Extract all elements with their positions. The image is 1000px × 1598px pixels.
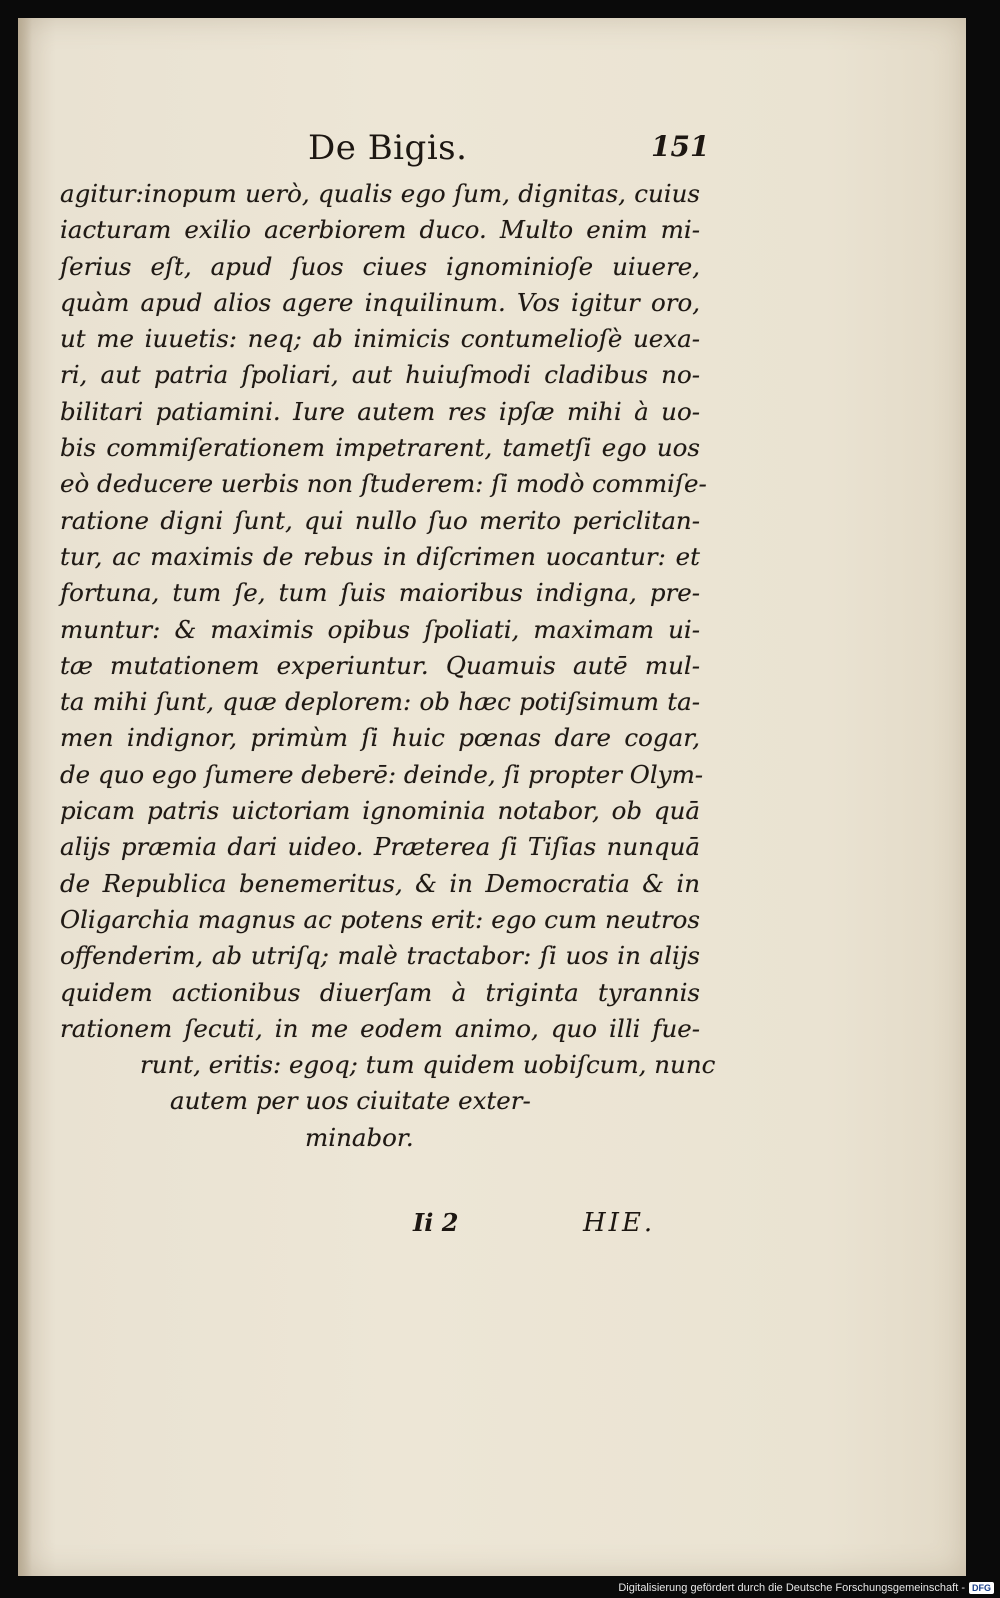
- text-line: ut me iuuetis: neq; ab inimicis contumelioſè uexa-: [60, 324, 700, 354]
- text-line: de quo ego ſumere deberē: deinde, ſi propter Olym-: [60, 759, 704, 789]
- text-line: ri, aut patria ſpoliari, aut huiuſmodi cladibus no-: [60, 360, 700, 390]
- text-line: agitur:inopum uerò, qualis ego ſum, dignitas, cuius: [60, 179, 700, 208]
- page-number: 151: [651, 130, 710, 163]
- signature-mark: Ii 2: [413, 1208, 459, 1237]
- text-line: aliјs præmia dari uideo. Præterea ſi Tiſias nunquā: [60, 832, 700, 862]
- text-line: picam patris uictoriam ignominia notabor, ob quā: [60, 796, 700, 826]
- text-line: iacturam exilio acerbiorem duco. Multo enim mi-: [60, 215, 700, 245]
- text-line: muntur: & maximis opibus ſpoliati, maximam ui-: [60, 614, 700, 644]
- text-line: bis commiſerationem impetrarent, tametſi ego uos: [60, 433, 700, 463]
- text-line: men indignor, primùm ſi huic pœnas dare cogar,: [60, 723, 700, 753]
- text-line: runt, eritis: egoq; tum quidem uobiſcum, nunc: [140, 1050, 716, 1080]
- text-line: autem per uos ciuitate exter-: [170, 1086, 531, 1116]
- running-header: De Bigis.: [308, 128, 468, 168]
- text-line: ſerius eſt, apud ſuos ciues ignominioſe uiuere,: [60, 251, 700, 281]
- text-line: minabor.: [305, 1122, 414, 1152]
- text-line: offenderim, ab utriſq; malè tractabor: ſi uos in aliјs: [60, 941, 700, 971]
- text-line: tur, ac maximis de rebus in diſcrimen uocantur: et: [60, 541, 700, 571]
- text-line: fortuna, tum ſe, tum ſuis maioribus indigna, pre-: [60, 578, 700, 608]
- text-line: quàm apud alios agere inquilinum. Vos igitur oro,: [60, 287, 700, 317]
- catchword: HIE.: [583, 1208, 656, 1238]
- dfg-logo: DFG: [969, 1582, 994, 1594]
- text-line: de Republica benemeritus, & in Democratia & in: [60, 868, 700, 898]
- text-line: rationem ſecuti, in me eodem animo, quo illi fue-: [60, 1013, 700, 1043]
- text-line: Oligarchia magnus ac potens erit: ego cum neutros: [60, 904, 700, 934]
- text-line: quidem actionibus diuerſam à triginta tyrannis: [60, 977, 700, 1007]
- text-line: ratione digni ſunt, qui nullo ſuo merito periclitan-: [60, 505, 700, 535]
- text-line: bilitari patiamini. Iure autem res ipſæ mihi à uo-: [60, 396, 700, 426]
- book-page: [18, 18, 966, 1576]
- footer-credit: Digitalisierung gefördert durch die Deutsche Forschungsgemeinschaft -: [618, 1582, 965, 1594]
- text-line: tæ mutationem experiuntur. Quamuis autē mul-: [60, 650, 700, 680]
- digitization-footer: [618, 1582, 994, 1594]
- text-line: eò deducere uerbis non ſtuderem: ſi modò commiſe-: [60, 469, 707, 499]
- page-gutter-shadow: [18, 18, 32, 1576]
- body-text: [60, 176, 716, 1156]
- text-line: ta mihi ſunt, quæ deplorem: ob hæc potiſsimum ta-: [60, 687, 700, 717]
